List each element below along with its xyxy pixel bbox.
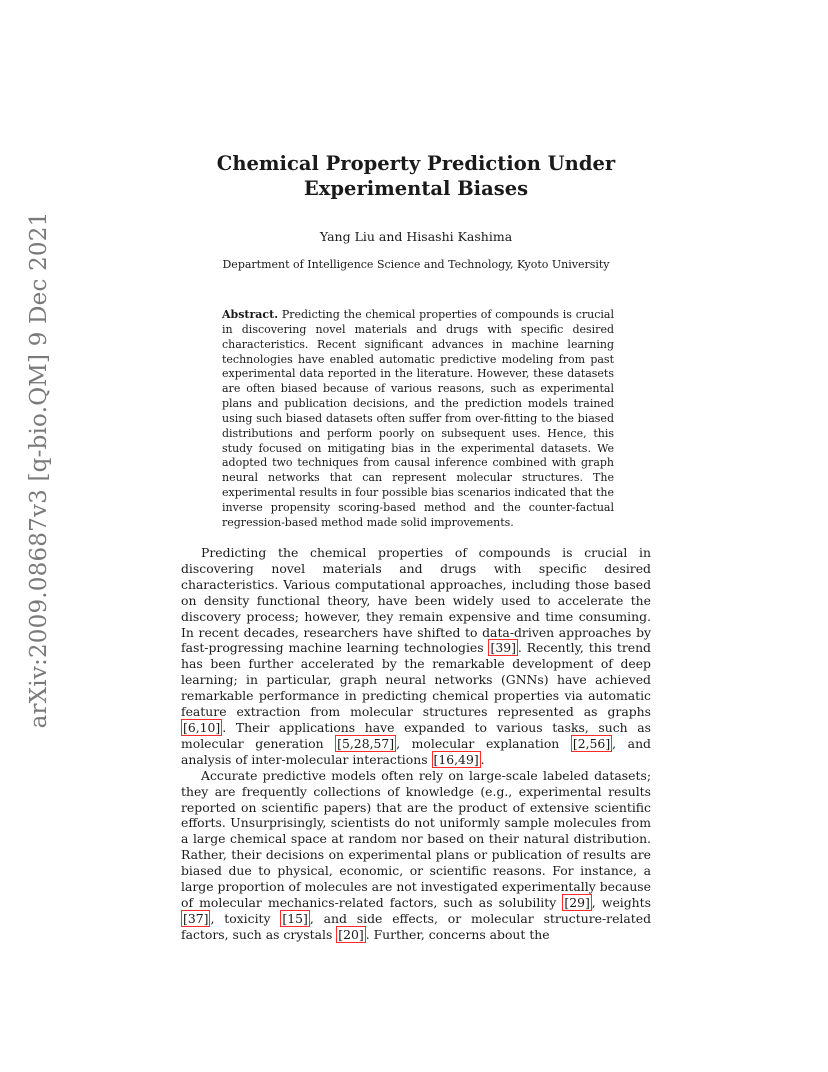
- paragraph-2: [181, 768, 651, 943]
- p2-text-5: . Further, concerns about the: [365, 926, 550, 942]
- authors: Yang Liu and Hisashi Kashima: [319, 229, 513, 244]
- citation-link[interactable]: [29]: [564, 894, 590, 910]
- citation-link[interactable]: [15]: [282, 910, 308, 926]
- arxiv-sidebar-stamp: [18, 211, 60, 729]
- title-line-1: Chemical Property Prediction Under: [216, 152, 616, 175]
- citation-link[interactable]: [37]: [183, 910, 209, 926]
- citation-link[interactable]: [16,49]: [433, 751, 479, 767]
- citation-link[interactable]: [6,10]: [183, 719, 221, 735]
- p1-text-5: , and analysis of inter-molecular interactions: [181, 735, 651, 767]
- p1-text-4: , molecular explanation: [396, 735, 571, 751]
- p2-text-1: Accurate predictive models often rely on large-scale labeled datasets; they are frequently collections of knowledge (e.g., experimental results reported on scientific papers) that are the product of extensive scientific efforts. Unsurprisingly, scientists do not uniformly sample molecules from a large chemical space at random nor based on their natural distribution. Rather, their decisions on experimental plans or publication of results are biased due to physical, economic, or scientific reasons. For instance, a large proportion of molecules are not investigated experimentally because of molecular mechanics-related factors, such as solubility: [181, 767, 651, 910]
- affiliation: Department of Intelligence Science and Technology, Kyoto University: [222, 258, 610, 271]
- p2-text-4: , and side effects, or molecular structure-related factors, such as crystals: [181, 910, 651, 942]
- citation-link[interactable]: [5,28,57]: [337, 735, 395, 751]
- citation-link[interactable]: [2,56]: [572, 735, 611, 751]
- p2-text-2: , weights: [591, 894, 652, 910]
- abstract-label: Abstract.: [222, 308, 279, 321]
- title-line-2: Experimental Biases: [303, 177, 529, 200]
- p1-text-3: . Their applications have expanded to various tasks, such as molecular generation: [181, 719, 651, 751]
- p1-text-6: .: [480, 751, 485, 767]
- paper-title: [190, 151, 642, 201]
- p1-text-1: Predicting the chemical properties of compounds is crucial in discovering novel materials and drugs with specific desired characteristics. Various computational approaches, including those based on density functional theory, have been widely used to accelerate the discovery process; however, they remain expensive and time consuming. In recent decades, researchers have shifted to data-driven approaches by fast-progressing machine learning technologies: [181, 545, 651, 656]
- citation-link[interactable]: [20]: [338, 926, 364, 942]
- arxiv-identifier: arXiv:2009.08687v3 [q-bio.QM] 9 Dec 2021: [26, 211, 52, 729]
- abstract: [222, 308, 614, 531]
- body-text: [181, 545, 651, 943]
- citation-link[interactable]: [39]: [490, 640, 516, 656]
- paragraph-1: [181, 545, 651, 768]
- abstract-text: Predicting the chemical properties of compounds is crucial in discovering novel materials and drugs with specific desired characteristics. Recent significant advances in machine learning technologies have enabled automatic predictive modeling from past experimental data reported in the literature. However, these datasets are often biased because of various reasons, such as experimental plans and publication decisions, and the prediction models trained using such biased datasets often suffer from over-fitting to the biased distributions and perform poorly on subsequent uses. Hence, this study focused on mitigating bias in the experimental datasets. We adopted two techniques from causal inference combined with graph neural networks that can represent molecular structures. The experimental results in four possible bias scenarios indicated that the inverse propensity scoring-based method and the counter-factual regression-based method made solid improvements.: [222, 308, 615, 529]
- p1-text-2: . Recently, this trend has been further accelerated by the remarkable development of deep learning; in particular, graph neural networks (GNNs) have achieved remarkable performance in predicting chemical properties via automatic feature extraction from molecular structures represented as graphs: [181, 640, 651, 720]
- p2-text-3: , toxicity: [210, 910, 281, 926]
